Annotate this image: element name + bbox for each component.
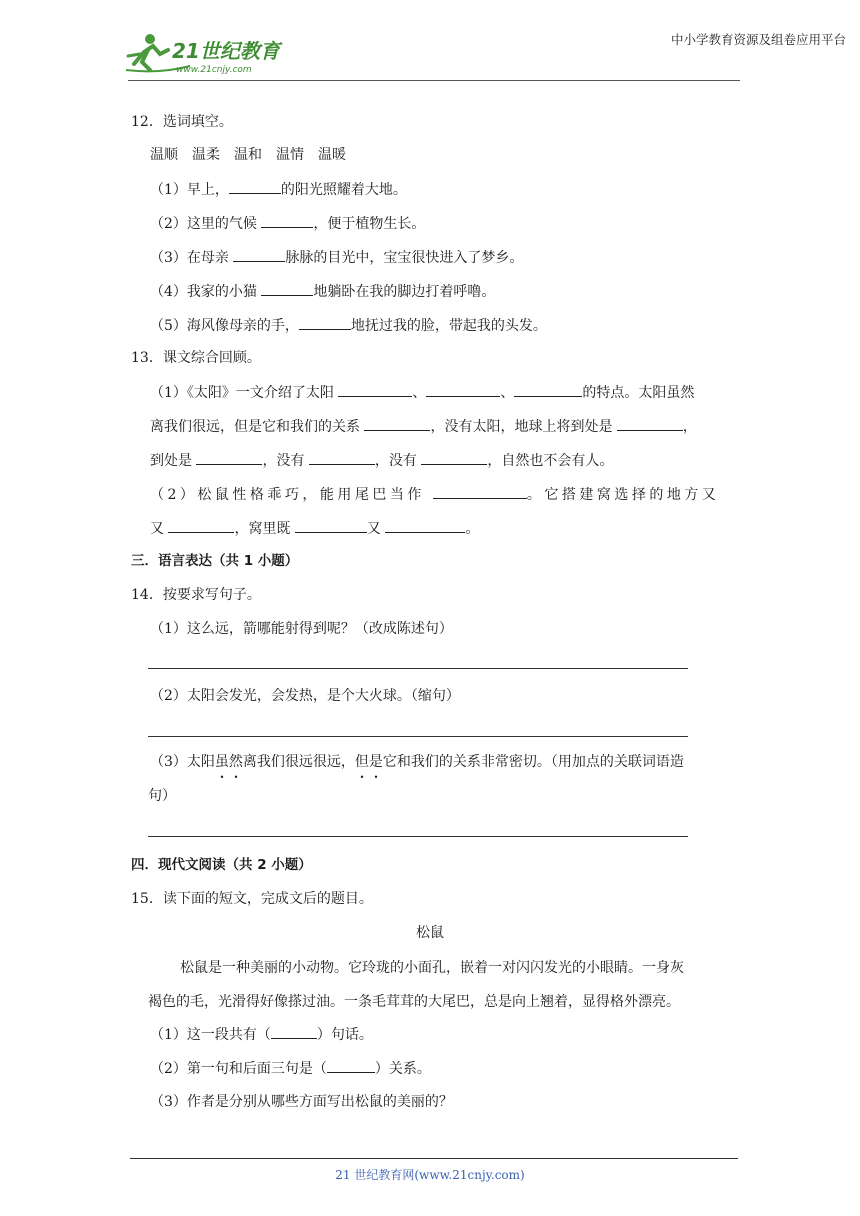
q15-sub-3: （3）作者是分别从哪些方面写出松鼠的美丽的？ [150, 1094, 453, 1110]
answer-blank[interactable] [433, 484, 527, 499]
svg-text:21世纪教育: 21世纪教育 [172, 39, 280, 63]
answer-blank[interactable] [271, 1024, 317, 1039]
q14-sentence-2: （2）太阳会发光，会发热，是个大火球。（缩句） [150, 688, 460, 704]
q12-item-3: （3）在母亲 脉脉的目光中，宝宝很快进入了梦乡。 [150, 247, 523, 268]
answer-blank[interactable] [229, 179, 281, 194]
answer-blank[interactable] [233, 247, 285, 262]
q12-item-1: （1）早上， 的阳光照耀着大地。 [150, 179, 407, 200]
answer-blank[interactable] [327, 1058, 375, 1073]
section-3-heading: 三．语言表达（共 1 小题） [131, 553, 299, 569]
q13-part2-line1: （2）松鼠性格乖巧，能用尾巴当作 。它搭建窝选择的地方又 [150, 484, 719, 505]
answer-blank[interactable] [421, 450, 487, 465]
answer-blank[interactable] [196, 450, 262, 465]
q15-sub-1: （1）这一段共有（ ）句话。 [150, 1024, 373, 1045]
answer-blank[interactable] [299, 315, 351, 330]
q12-item-5: （5）海风像母亲的手， 地抚过我的脸，带起我的头发。 [150, 315, 547, 336]
q15-title: 15．读下面的短文，完成文后的题目。 [131, 891, 373, 907]
answer-blank[interactable] [261, 281, 313, 296]
q13-title: 13．课文综合回顾。 [131, 350, 261, 366]
answer-blank[interactable] [514, 382, 582, 397]
answer-blank[interactable] [364, 416, 430, 431]
q14-sentence-3-cont: 句） [148, 788, 176, 804]
svg-text:www.21cnjy.com: www.21cnjy.com [176, 65, 252, 75]
q13-part1-line2: 离我们很远，但是它和我们的关系 ，没有太阳，地球上将到处是 ， [150, 416, 697, 437]
answer-blank[interactable] [168, 518, 234, 533]
q13-part1-line1: （1）《太阳》一文介绍了太阳 、 、 的特点。太阳虽然 [150, 382, 694, 403]
answer-line[interactable] [148, 736, 688, 737]
answer-line[interactable] [148, 668, 688, 669]
answer-blank[interactable] [385, 518, 465, 533]
q12-item-2: （2）这里的气候 ，便于植物生长。 [150, 213, 425, 234]
q15-sub-2: （2）第一句和后面三句是（ ）关系。 [150, 1058, 431, 1079]
answer-line[interactable] [148, 836, 688, 837]
q12-item-4: （4）我家的小猫 地躺卧在我的脚边打着呼噜。 [150, 281, 495, 302]
answer-blank[interactable] [261, 213, 313, 228]
logo-icon [120, 30, 300, 78]
answer-blank[interactable] [295, 518, 367, 533]
passage-line-1: 松鼠是一种美丽的小动物。它玲珑的小面孔，嵌着一对闪闪发光的小眼睛。一身灰 [180, 960, 684, 976]
footer-divider [130, 1158, 738, 1159]
passage-title: 松鼠 [416, 925, 444, 941]
header-platform-text: 中小学教育资源及组卷应用平台 [670, 32, 846, 47]
answer-blank[interactable] [426, 382, 500, 397]
answer-blank[interactable] [309, 450, 375, 465]
page-header [120, 30, 740, 82]
q13-part2-line2: 又 ，窝里既 又 。 [150, 518, 479, 539]
answer-blank[interactable] [338, 382, 412, 397]
q14-title: 14．按要求写句子。 [131, 587, 261, 603]
q14-sentence-3: （3）太阳虽然离我们很远很远，但是它和我们的关系非常密切。（用加点的关联词语造 [150, 754, 684, 770]
header-divider [128, 80, 740, 81]
section-4-heading: 四．现代文阅读（共 2 小题） [131, 857, 312, 873]
q14-sentence-1: （1）这么远，箭哪能射得到呢？（改成陈述句） [150, 621, 453, 637]
passage-line-2: 褐色的毛，光滑得好像搽过油。一条毛茸茸的大尾巴，总是向上翘着，显得格外漂亮。 [148, 994, 680, 1010]
q13-part1-line3: 到处是 ，没有 ，没有 ，自然也不会有人。 [150, 450, 613, 471]
q12-word-bank: 温顺 温柔 温和 温情 温暖 [150, 147, 346, 163]
answer-blank[interactable] [617, 416, 683, 431]
q12-title: 12．选词填空。 [131, 114, 233, 130]
footer-link[interactable]: 21 世纪教育网(www.21cnjy.com) [335, 1168, 525, 1182]
